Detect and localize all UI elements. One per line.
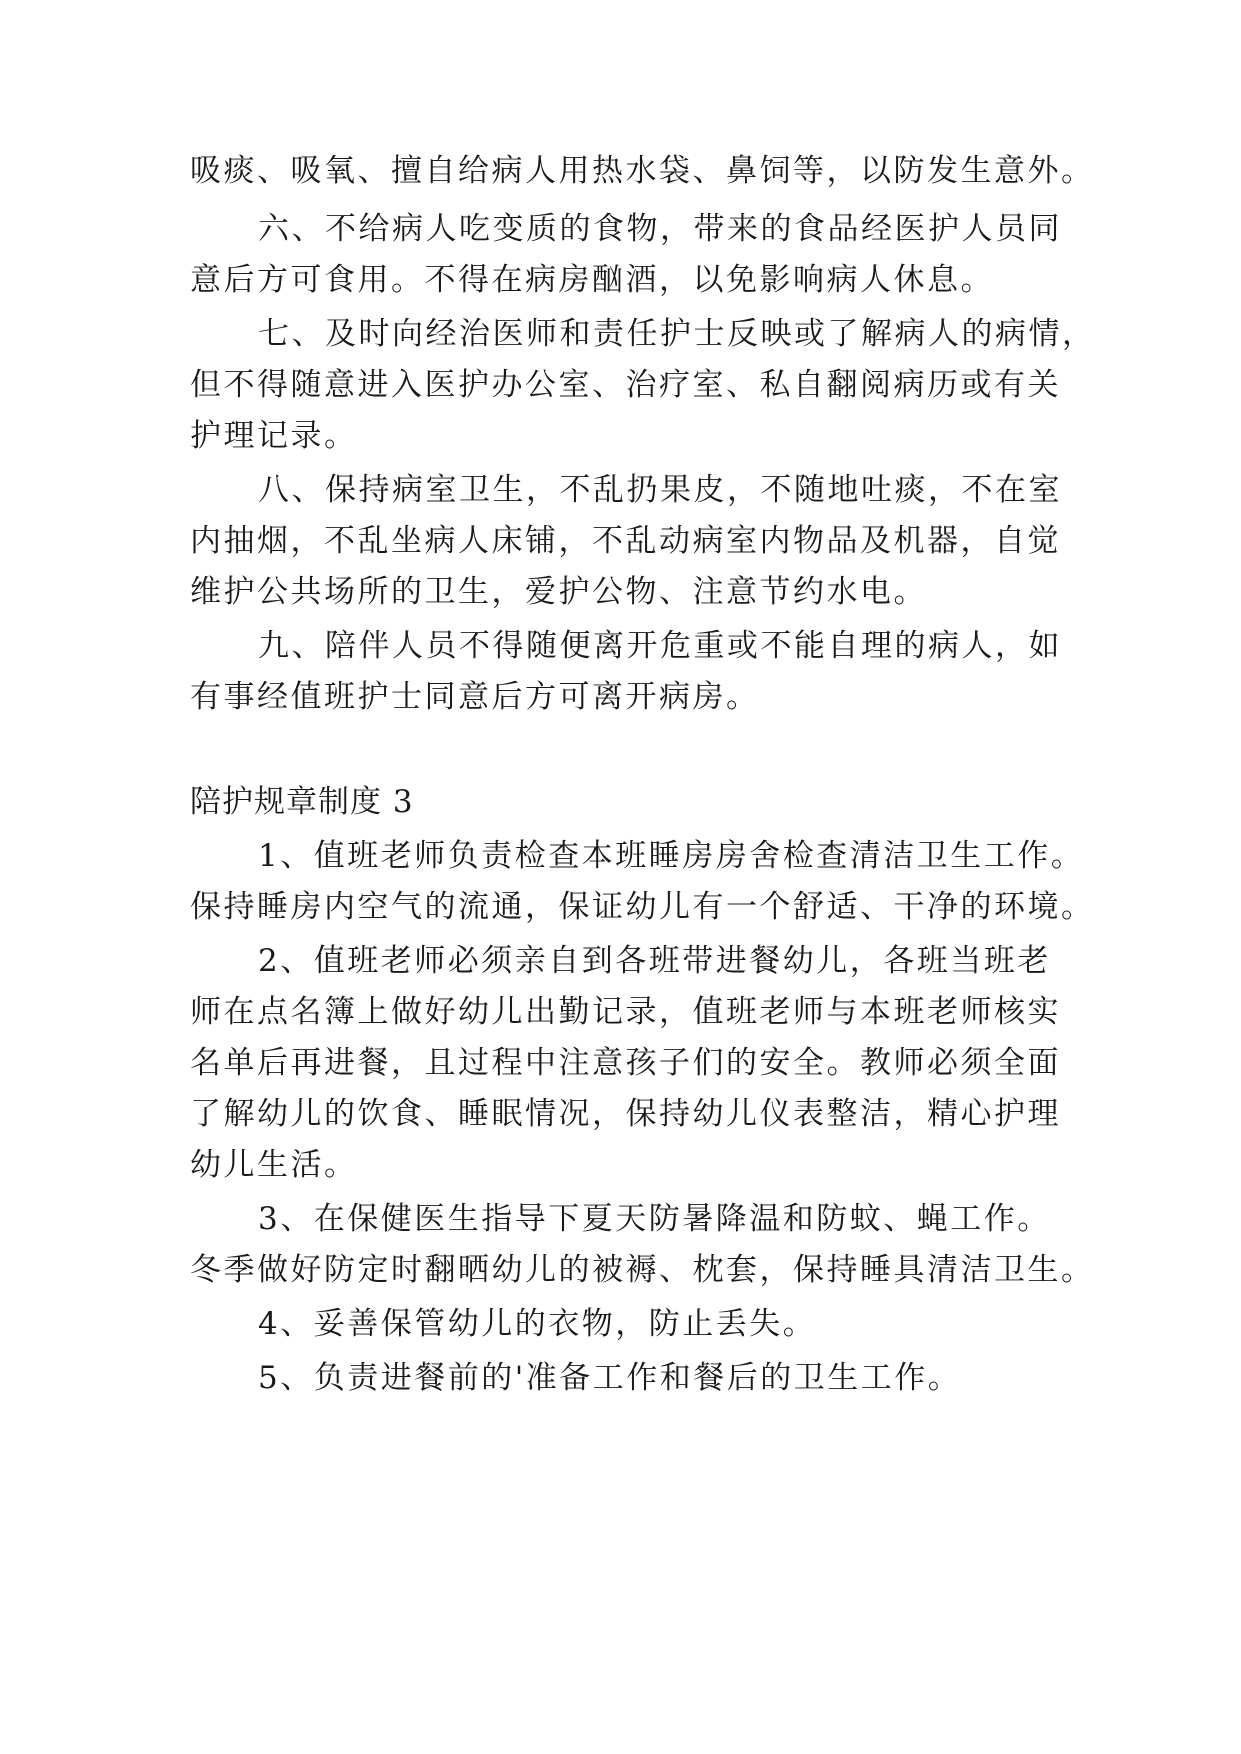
text-line: 七、及时向经治医师和责任护士反映或了解病人的病情， [258,316,1096,352]
text-line: 九、陪伴人员不得随便离开危重或不能自理的病人，如 [258,628,1062,664]
text-line: 八、保持病室卫生，不乱扔果皮，不随地吐痰，不在室 [258,472,1062,508]
text-line: 护理记录。 [190,418,358,454]
text-line: 了解幼儿的饮食、睡眠情况，保持幼儿仪表整洁，精心护理 [190,1096,1061,1132]
text-line: 但不得随意进入医护办公室、治疗室、私自翻阅病历或有关 [190,367,1061,403]
text-line: 保持睡房内空气的流通，保证幼儿有一个舒适、干净的环境。 [190,889,1095,925]
text-line: 名单后再进餐，且过程中注意孩子们的安全。教师必须全面 [190,1045,1061,1081]
text-line: 六、不给病人吃变质的食物，带来的食品经医护人员同 [258,211,1062,247]
text-line: 2、值班老师必须亲自到各班带进餐幼儿，各班当班老 [258,943,1051,979]
section-heading: 陪护规章制度 3 [190,784,414,820]
text-line: 1、值班老师负责检查本班睡房房舍检查清洁卫生工作。 [258,838,1085,874]
text-line: 3、在保健医生指导下夏天防暑降温和防蚊、蝇工作。 [258,1201,1051,1237]
text-line: 冬季做好防定时翻晒幼儿的被褥、枕套，保持睡具清洁卫生。 [190,1252,1095,1288]
text-line: 幼儿生活。 [190,1147,358,1183]
text-line: 师在点名簿上做好幼儿出勤记录，值班老师与本班老师核实 [190,994,1061,1030]
text-line: 有事经值班护士同意后方可离开病房。 [190,679,760,715]
text-line: 内抽烟，不乱坐病人床铺，不乱动病室内物品及机器，自觉 [190,523,1061,559]
text-line: 4、妥善保管幼儿的衣物，防止丢失。 [258,1306,817,1342]
text-line: 吸痰、吸氧、擅自给病人用热水袋、鼻饲等，以防发生意外。 [190,153,1095,189]
text-line: 意后方可食用。不得在病房酗酒，以免影响病人休息。 [190,262,994,298]
text-line: 维护公共场所的卫生，爱护公物、注意节约水电。 [190,574,927,610]
text-line: 5、负责进餐前的'准备工作和餐后的卫生工作。 [258,1360,962,1396]
